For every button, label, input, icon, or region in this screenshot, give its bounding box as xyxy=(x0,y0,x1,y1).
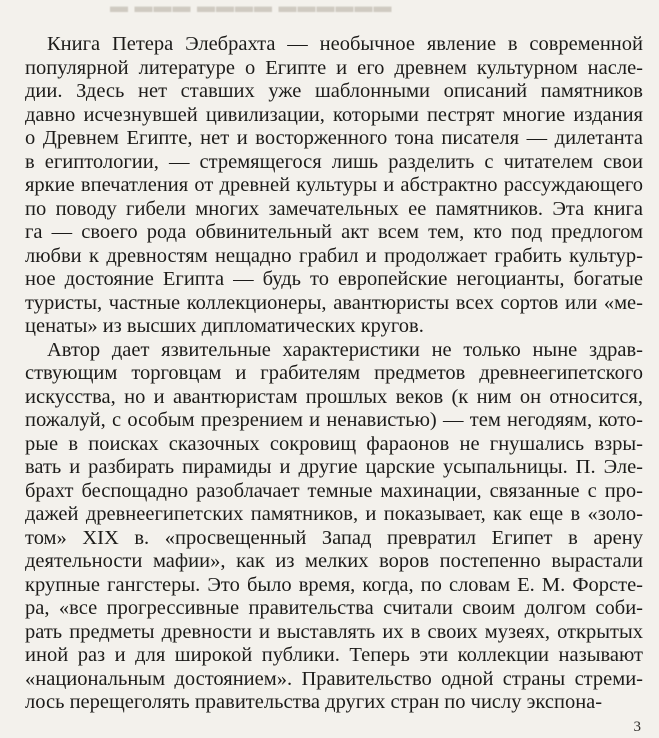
text-line: в египтологии, — стремящегося лишь разделить с читателем свои xyxy=(25,150,643,173)
text-line: «национальным достоянием». Правительство одной страны стреми- xyxy=(25,667,643,690)
text-line: вать и разбирать пирамиды и другие царские усыпальницы. П. Эле- xyxy=(25,456,643,478)
text-line: о Древнем Египте, нет и восторженного тона писателя — дилетанта xyxy=(25,127,643,149)
text-line: деятельности мафии», как из мелких воров постепенно вырастали xyxy=(25,550,643,572)
text-line: давно исчезнувшей цивилизации, которыми пестрят многие издания xyxy=(25,103,643,126)
text-line: ценаты» из высших дипломатических кругов. xyxy=(25,315,424,337)
text-line: Автор дает язвительные характеристики не только ныне здрав- xyxy=(47,338,643,361)
text-line: рать предметы древности и выставлять их в своих музеях, открытых xyxy=(25,620,643,643)
text-line: том» XIX в. «просвещенный Запад превратил Египет в арену xyxy=(25,526,643,549)
text-line: пожалуй, с особым презрением и ненавистью) — тем негодяям, кото- xyxy=(25,409,643,431)
paragraph-1 xyxy=(25,33,643,339)
text-line: любви к древностям нещадно грабил и продолжает грабить культур- xyxy=(25,244,643,267)
text-line: искусства, но и авантюристам прошлых веков (к ним он относится, xyxy=(25,385,643,408)
text-line: по поводу гибели многих замечательных ее памятников. Эта книга xyxy=(25,197,643,220)
text-line: иной раз и для широкой публики. Теперь эти коллекции называют xyxy=(25,644,643,666)
text-line: ра, «все прогрессивные правительства считали своим долгом соби- xyxy=(25,597,643,619)
text-line: га — своего рода обвинительный акт всем тем, кто под предлогом xyxy=(25,221,643,243)
text-line: ное достояние Египта — будь то европейские негоцианты, богатые xyxy=(25,268,643,290)
text-line: крупные гангстеры. Это было время, когда, по словам Е. М. Форсте- xyxy=(25,573,643,596)
text-line: брахт беспощадно разоблачает темные махинации, связанные с про- xyxy=(25,479,643,502)
text-line: туристы, частные коллекционеры, авантюристы всех сортов или «ме- xyxy=(25,291,643,314)
text-line: рые в поисках сказочных сокровищ фараонов не гнушались взры- xyxy=(25,432,643,455)
page-number: 3 xyxy=(633,719,641,735)
text-line: лось перещеголять правительства других стран по числу экспона- xyxy=(25,691,603,713)
paragraph-2 xyxy=(25,339,643,715)
document-page xyxy=(25,33,643,715)
bleed-through-text: ▬ ▬▬▬ ▬▬▬▬ ▬▬▬▬▬▬ xyxy=(110,0,393,16)
text-line: Книга Петера Элебрахта — необычное явление в современной xyxy=(47,33,643,55)
text-line: популярной литературе о Египте и его древнем культурном насле- xyxy=(25,56,643,79)
text-line: дии. Здесь нет ставших уже шаблонными описаний памятников xyxy=(25,80,643,102)
text-line: дажей древнеегипетских памятников, и показывает, как еще в «золо- xyxy=(25,503,643,525)
text-line: яркие впечатления от древней культуры и абстрактно рассуждающего xyxy=(25,174,643,196)
text-line: ствующим торговцам и грабителям предметов древнеегипетского xyxy=(25,362,643,384)
